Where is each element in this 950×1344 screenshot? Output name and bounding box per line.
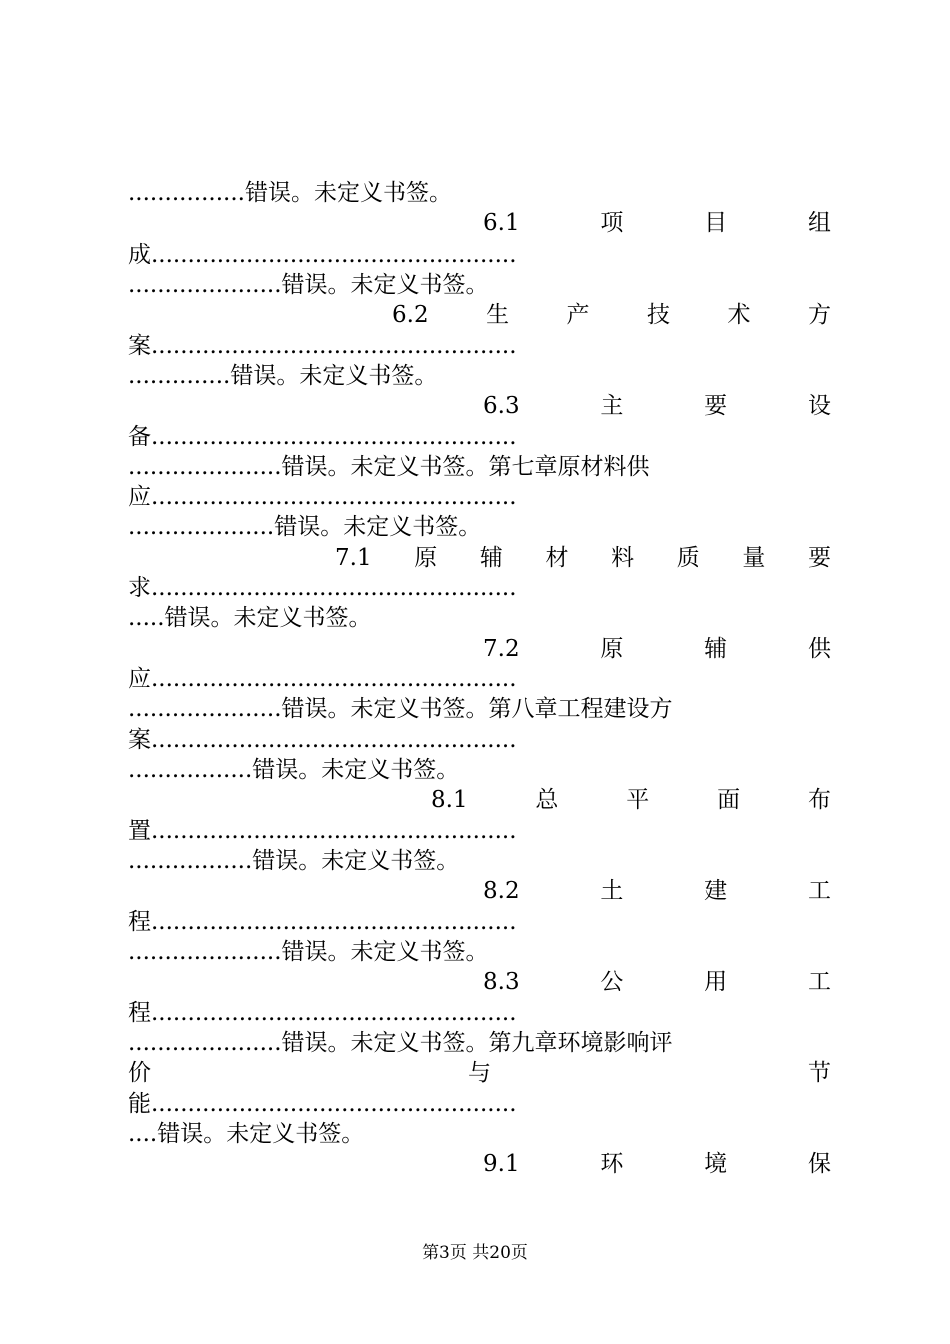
toc-word: 6.3 [483,393,520,419]
toc-word: 质 [676,545,700,571]
toc-word: 技 [647,302,671,328]
toc-word: 8.1 [431,787,468,813]
toc-word: 面 [717,787,741,813]
toc-line: .....................错误。未定义书签。第八章工程建设方 [128,696,673,722]
toc-word: 8.3 [483,969,520,995]
toc-word: 工 [807,969,831,995]
toc-heading-9-1 [483,1149,831,1179]
toc-word: 主 [600,393,624,419]
toc-line: 成.................................................. [128,242,517,268]
toc-line: ....错误。未定义书签。 [128,1121,365,1147]
toc-word: 生 [486,302,510,328]
toc-line: 求.................................................. [128,575,517,601]
toc-line: .................错误。未定义书签。 [128,757,460,783]
toc-line: ..............错误。未定义书签。 [128,363,438,389]
toc-line: 置.................................................. [128,818,517,844]
toc-word: 要 [704,393,728,419]
toc-heading-7-2 [483,634,831,664]
toc-heading-8-1 [431,785,831,815]
toc-word: 7.2 [483,636,520,662]
toc-word: 9.1 [483,1151,520,1177]
toc-word: 建 [704,878,728,904]
toc-word: 量 [742,545,766,571]
toc-word: 组 [807,210,831,236]
toc-word: 布 [807,787,831,813]
toc-word: 与 [468,1060,491,1086]
toc-word: 原 [600,636,624,662]
toc-word: 辅 [479,545,503,571]
toc-line: 案.................................................. [128,333,517,359]
toc-line: .....................错误。未定义书签。 [128,272,489,298]
toc-line: 能.................................................. [128,1091,517,1117]
toc-line: .....................错误。未定义书签。 [128,939,489,965]
toc-word: 土 [600,878,624,904]
toc-heading-8-2 [483,876,831,906]
toc-heading-7-1 [335,543,831,573]
toc-heading-6-3 [483,391,831,421]
toc-word: 境 [704,1151,728,1177]
page-footer: 第3页 共20页 [422,1243,528,1263]
toc-line: .....错误。未定义书签。 [128,605,372,631]
toc-heading-8-3 [483,967,831,997]
toc-line: ....................错误。未定义书签。 [128,514,482,540]
toc-line: 程.................................................. [128,909,517,935]
toc-word: 项 [600,210,624,236]
toc-word: 工 [807,878,831,904]
toc-word: 设 [807,393,831,419]
toc-word: 节 [808,1060,831,1086]
toc-word: 方 [808,302,831,328]
toc-word: 辅 [704,636,728,662]
toc-line: 应.................................................. [128,666,517,692]
toc-word: 环 [600,1151,624,1177]
toc-line: .....................错误。未定义书签。第七章原材料供 [128,454,650,480]
toc-word: 公 [600,969,624,995]
toc-word: 保 [807,1151,831,1177]
toc-word: 平 [626,787,650,813]
toc-line: 应.................................................. [128,484,517,510]
toc-line: .....................错误。未定义书签。第九章环境影响评 [128,1030,673,1056]
toc-word: 总 [535,787,559,813]
toc-heading-6-1 [483,208,831,238]
toc-word: 材 [545,545,569,571]
toc-word: 6.2 [392,302,429,328]
toc-word: 7.1 [335,545,372,571]
toc-line: 备.................................................. [128,424,517,450]
toc-word: 价 [128,1060,151,1086]
toc-word: 目 [704,210,728,236]
toc-heading-ch9-cont [128,1058,831,1088]
toc-word: 原 [414,545,438,571]
toc-word: 供 [807,636,831,662]
toc-word: 8.2 [483,878,520,904]
toc-word: 6.1 [483,210,520,236]
toc-word: 料 [611,545,635,571]
toc-word: 用 [704,969,728,995]
toc-line: 程.................................................. [128,1000,517,1026]
toc-line: .................错误。未定义书签。 [128,848,460,874]
toc-heading-6-2 [392,300,831,330]
toc-word: 产 [566,302,590,328]
toc-word: 要 [807,545,831,571]
toc-line: ................错误。未定义书签。 [128,180,452,206]
toc-line: 案.................................................. [128,727,517,753]
toc-word: 术 [727,302,751,328]
